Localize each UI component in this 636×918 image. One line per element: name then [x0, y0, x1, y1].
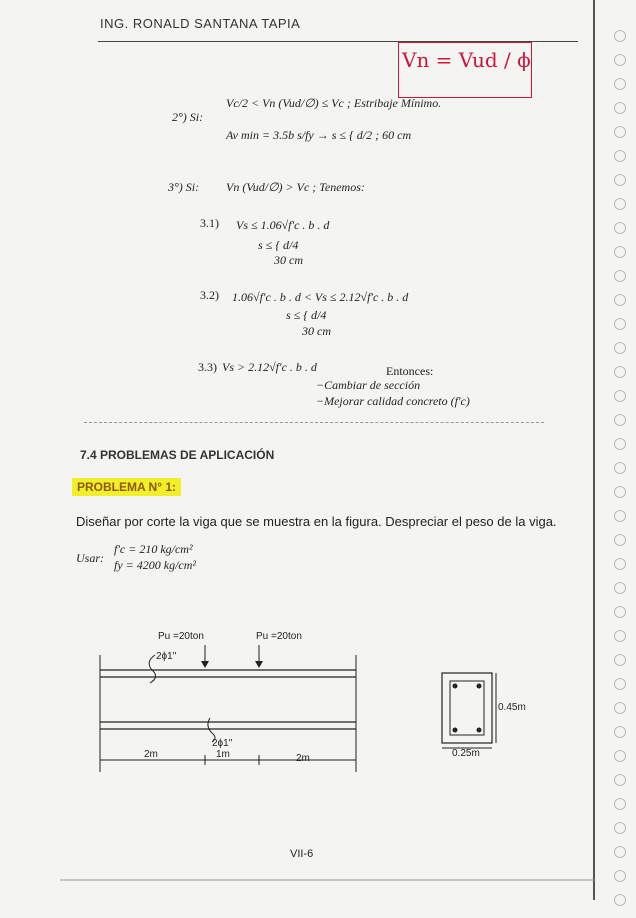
binder-hole [614, 582, 626, 594]
handwritten-note: Vn = Vud / ϕ [402, 48, 531, 72]
binder-hole [614, 294, 626, 306]
condition-2-avmin: Av min = 3.5b s/fy → s ≤ { d/2 ; 60 cm [226, 128, 412, 142]
binder-hole [614, 438, 626, 450]
case-3-1-spacing-2: 30 cm [274, 253, 303, 267]
rebar-top-right [477, 684, 482, 689]
binder-hole [614, 102, 626, 114]
rebar-bottom-left [453, 728, 458, 733]
load-arrow-2-head [255, 661, 263, 668]
problem-label: PROBLEMA N° 1: [72, 478, 181, 496]
binder-hole [614, 870, 626, 882]
binder-hole [614, 894, 626, 906]
binder-hole [614, 462, 626, 474]
binder-hole [614, 30, 626, 42]
binder-hole [614, 774, 626, 786]
binder-hole [614, 822, 626, 834]
usar-label: Usar: [76, 551, 105, 565]
author-header: ING. RONALD SANTANA TAPIA [100, 16, 301, 31]
section-title: 7.4 PROBLEMAS DE APLICACIÓN [80, 448, 275, 462]
binder-hole [614, 750, 626, 762]
section-width-label: 0.25m [452, 748, 480, 759]
page-number: VII-6 [290, 848, 314, 860]
rebar-top-left [453, 684, 458, 689]
binder-hole [614, 318, 626, 330]
binder-hole [614, 246, 626, 258]
binder-hole [614, 558, 626, 570]
binder-hole [614, 534, 626, 546]
binder-hole [614, 606, 626, 618]
case-3-3-label: 3.3) [198, 360, 217, 374]
load-label-2: Pu =20ton [256, 631, 302, 642]
top-bars-label: 2ϕ1" [156, 651, 177, 662]
binder-hole [614, 654, 626, 666]
span-left-label: 2m [144, 749, 158, 760]
binder-hole [614, 414, 626, 426]
span-right-label: 2m [296, 753, 310, 764]
rebar-bottom-right [477, 728, 482, 733]
binder-hole [614, 510, 626, 522]
binder-hole [614, 390, 626, 402]
bottom-bars-label: 2ϕ1" [212, 738, 233, 749]
usar-fy: fy = 4200 kg/cm² [114, 558, 197, 572]
binder-hole [614, 486, 626, 498]
case-3-3-entonces: Entonces: [386, 364, 434, 378]
binder-hole [614, 270, 626, 282]
case-3-2-label: 3.2) [200, 288, 219, 302]
binder-hole [614, 150, 626, 162]
top-bar-leader [149, 655, 155, 683]
case-3-3-option-2: −Mejorar calidad concreto (f'c) [316, 394, 470, 408]
binder-hole [614, 366, 626, 378]
case-3-1-equation: Vs ≤ 1.06√f'c . b . d [236, 218, 330, 232]
problem-statement: Diseñar por corte la viga que se muestra en la figura. Despreciar el peso de la viga. [76, 514, 557, 529]
binder-hole [614, 630, 626, 642]
binder-hole [614, 54, 626, 66]
binder-hole [614, 846, 626, 858]
cross-section-stirrup [450, 681, 484, 735]
condition-2-label: 2°) Si: [172, 110, 204, 124]
case-3-3-equation: Vs > 2.12√f'c . b . d [222, 360, 317, 374]
binder-hole [614, 222, 626, 234]
binder-hole [614, 126, 626, 138]
case-3-3-option-1: −Cambiar de sección [316, 378, 421, 392]
case-3-2-spacing-2: 30 cm [302, 324, 331, 338]
binder-hole [614, 702, 626, 714]
usar-fc: f'c = 210 kg/cm² [114, 542, 193, 556]
load-arrow-1-head [201, 661, 209, 668]
condition-3-text: Vn (Vud/∅) > Vc ; Tenemos: [226, 180, 365, 194]
binder-hole [614, 678, 626, 690]
binder-hole [614, 798, 626, 810]
case-3-2-spacing-1: s ≤ { d/4 [286, 308, 327, 322]
condition-2-inequality: Vc/2 < Vn (Vud/∅) ≤ Vc ; Estribaje Mínimo. [226, 96, 442, 110]
binder-hole [614, 78, 626, 90]
case-3-1-spacing-1: s ≤ { d/4 [258, 238, 299, 252]
binder-holes [610, 30, 628, 918]
binder-hole [614, 726, 626, 738]
binder-hole [614, 174, 626, 186]
binder-hole [614, 198, 626, 210]
binder-hole [614, 342, 626, 354]
load-label-1: Pu =20ton [158, 631, 204, 642]
case-3-1-label: 3.1) [200, 216, 219, 230]
span-mid-label: 1m [216, 749, 230, 760]
case-3-2-equation: 1.06√f'c . b . d < Vs ≤ 2.12√f'c . b . d [232, 290, 409, 304]
condition-3-label: 3°) Si: [168, 180, 200, 194]
section-height-label: 0.45m [498, 702, 526, 713]
